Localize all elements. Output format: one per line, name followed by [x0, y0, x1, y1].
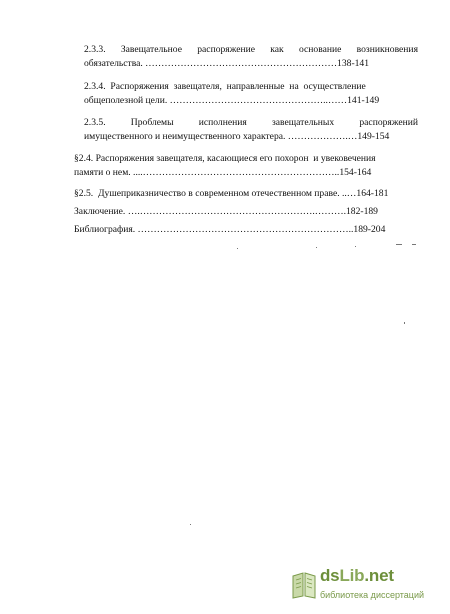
dslib-watermark	[290, 566, 440, 608]
toc-entry-2-3-5-line2: имущественного и неимущественного характера. ……………….…149-154	[84, 131, 390, 142]
scan-speck	[404, 322, 405, 324]
scan-speck	[355, 246, 356, 247]
toc-entry-2-3-5-line1	[84, 116, 418, 130]
watermark-brand	[320, 566, 394, 586]
toc-word: 2.3.5.	[84, 117, 106, 128]
toc-word: распоряжений	[359, 117, 418, 128]
toc-entry-2-3-4-line1: 2.3.4. Распоряжения завещателя, направленные на осуществление	[84, 81, 366, 92]
toc-word: возникновения	[356, 44, 418, 55]
brand-ds: ds	[320, 566, 340, 585]
toc-entry-2-3-3-line2: обязательства. ……………………………………………………138-141	[84, 58, 370, 69]
scan-speck	[190, 524, 191, 525]
toc-entry-conclusion	[74, 205, 418, 219]
toc-entry-bibliography	[74, 223, 418, 237]
toc-entry-2-3-4	[84, 80, 418, 108]
brand-lib: Lib	[339, 566, 365, 585]
toc-entry-2-3-4-line2: общеполезной цели. …………………………………………..……141-149	[84, 95, 380, 106]
toc-entry-2-4-line2: памяти о нем. ....……………………………………………………..154-164	[74, 167, 372, 178]
toc-entry-2-3-3	[84, 43, 418, 71]
toc-entry-2-4	[74, 152, 418, 180]
toc-word: 2.3.3.	[84, 44, 106, 55]
book-logo-icon	[290, 570, 318, 600]
scan-speck	[412, 244, 416, 245]
toc-word: основание	[298, 44, 342, 55]
brand-net: .net	[364, 566, 394, 585]
toc-entry-2-4-line1: §2.4. Распоряжения завещателя, касающиеся его похорон и увековечения	[74, 153, 376, 164]
watermark-caption: библиотека диссертаций	[320, 590, 425, 600]
toc-entry-conclusion-line1: Заключение. ….……………………………………………….……….182-189	[74, 206, 378, 217]
toc-word: как	[270, 44, 284, 55]
toc-word: Проблемы	[130, 117, 174, 128]
scan-speck	[316, 247, 317, 248]
toc-entry-2-5-line1: §2.5. Душеприказничество в современном отечественном праве. ..…164-181	[74, 188, 389, 199]
toc-word: исполнения	[198, 117, 247, 128]
toc-word: завещательных	[272, 117, 335, 128]
toc-entry-bibliography-line1: Библиография. …………………………………………………………..189-204	[74, 224, 386, 235]
scan-speck	[396, 244, 402, 245]
toc-entry-2-3-3-line1	[84, 43, 418, 57]
toc-word: Завещательное	[120, 44, 182, 55]
toc-entry-2-3-5	[84, 116, 418, 144]
scan-speck	[237, 248, 238, 249]
toc-entry-2-5	[74, 187, 418, 201]
toc-word: распоряжение	[197, 44, 255, 55]
